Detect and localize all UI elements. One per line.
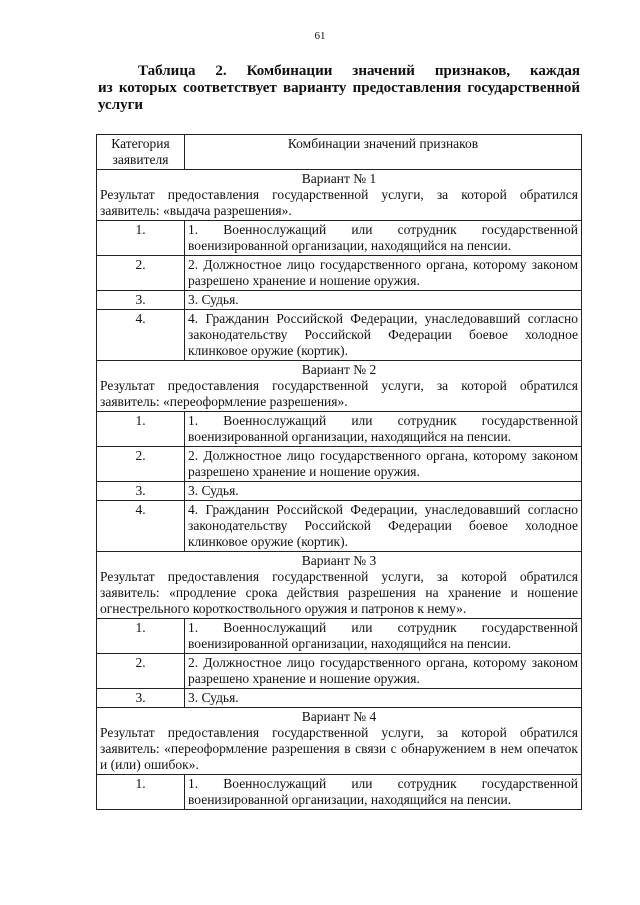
category-number: 2. [97, 447, 185, 482]
combination-text: 1. Военнослужащий или сотрудник государственной военизированной организации, находящийся на пенсии. [185, 619, 582, 654]
combination-text: 3. Судья. [185, 689, 582, 708]
variant-heading-row [97, 552, 582, 619]
combination-text: 2. Должностное лицо государственного органа, которому законом разрешено хранение и ношение оружия. [185, 447, 582, 482]
category-number: 3. [97, 482, 185, 501]
table-row [97, 221, 582, 256]
combination-text: 4. Гражданин Российской Федерации, унаследовавший согласно законодательству Российской Федерации боевое холодное клинковое оружие (кортик). [185, 501, 582, 552]
variant-heading-row [97, 708, 582, 775]
header-row [97, 135, 582, 170]
variant-result: Результат предоставления государственной услуги, за которой обратился заявитель: «выдача разрешения». [100, 187, 578, 218]
table-row [97, 256, 582, 291]
category-number: 1. [97, 221, 185, 256]
table-row [97, 689, 582, 708]
category-number: 1. [97, 412, 185, 447]
variant-title: Вариант № 1 [301, 171, 377, 186]
caption-line-2: из которых соответствует варианту предоставления государственной [98, 80, 580, 96]
variant-title: Вариант № 2 [301, 362, 377, 377]
category-number: 3. [97, 689, 185, 708]
combinations-table [96, 134, 582, 810]
combination-text: 1. Военнослужащий или сотрудник государственной военизированной организации, находящийся на пенсии. [185, 412, 582, 447]
category-number: 4. [97, 501, 185, 552]
variant-heading [97, 361, 582, 412]
combination-text: 3. Судья. [185, 482, 582, 501]
variant-title: Вариант № 4 [301, 709, 377, 724]
combination-text: 2. Должностное лицо государственного органа, которому законом разрешено хранение и ношение оружия. [185, 654, 582, 689]
table-row [97, 310, 582, 361]
combination-text: 2. Должностное лицо государственного органа, которому законом разрешено хранение и ношение оружия. [185, 256, 582, 291]
variant-result: Результат предоставления государственной услуги, за которой обратился заявитель: «переоформление разрешения». [100, 378, 578, 409]
variant-heading-row [97, 361, 582, 412]
category-number: 2. [97, 256, 185, 291]
table-row [97, 775, 582, 810]
variant-result: Результат предоставления государственной услуги, за которой обратился заявитель: «продление срока действия разрешения на хранение и ношение огнестрельного короткоствольного оружия и патронов к нему». [100, 569, 578, 616]
variant-result: Результат предоставления государственной услуги, за которой обратился заявитель: «переоформление разрешения в связи с обнаружением в нем опечаток и (или) ошибок». [100, 725, 578, 772]
table-row [97, 291, 582, 310]
combination-text: 4. Гражданин Российской Федерации, унаследовавший согласно законодательству Российской Федерации боевое холодное клинковое оружие (кортик). [185, 310, 582, 361]
caption-line-3: услуги [98, 97, 144, 113]
caption-line-1: Таблица 2. Комбинации значений признаков, каждая [138, 63, 580, 79]
header-combinations: Комбинации значений признаков [185, 135, 582, 170]
variant-heading [97, 552, 582, 619]
table-row [97, 619, 582, 654]
category-number: 2. [97, 654, 185, 689]
category-number: 4. [97, 310, 185, 361]
table-caption [98, 63, 580, 114]
variant-heading [97, 708, 582, 775]
page-number: 61 [314, 30, 326, 42]
header-category-line-1: Категория [111, 136, 170, 151]
table-row [97, 654, 582, 689]
table-row [97, 447, 582, 482]
header-category [97, 135, 185, 170]
variant-heading [97, 170, 582, 221]
category-number: 1. [97, 775, 185, 810]
category-number: 1. [97, 619, 185, 654]
variant-title: Вариант № 3 [301, 553, 377, 568]
combination-text: 1. Военнослужащий или сотрудник государственной военизированной организации, находящийся на пенсии. [185, 775, 582, 810]
category-number: 3. [97, 291, 185, 310]
variant-heading-row [97, 170, 582, 221]
table-row [97, 412, 582, 447]
header-category-line-2: заявителя [112, 152, 169, 167]
table-row [97, 482, 582, 501]
combination-text: 3. Судья. [185, 291, 582, 310]
combination-text: 1. Военнослужащий или сотрудник государственной военизированной организации, находящийся на пенсии. [185, 221, 582, 256]
table-row [97, 501, 582, 552]
